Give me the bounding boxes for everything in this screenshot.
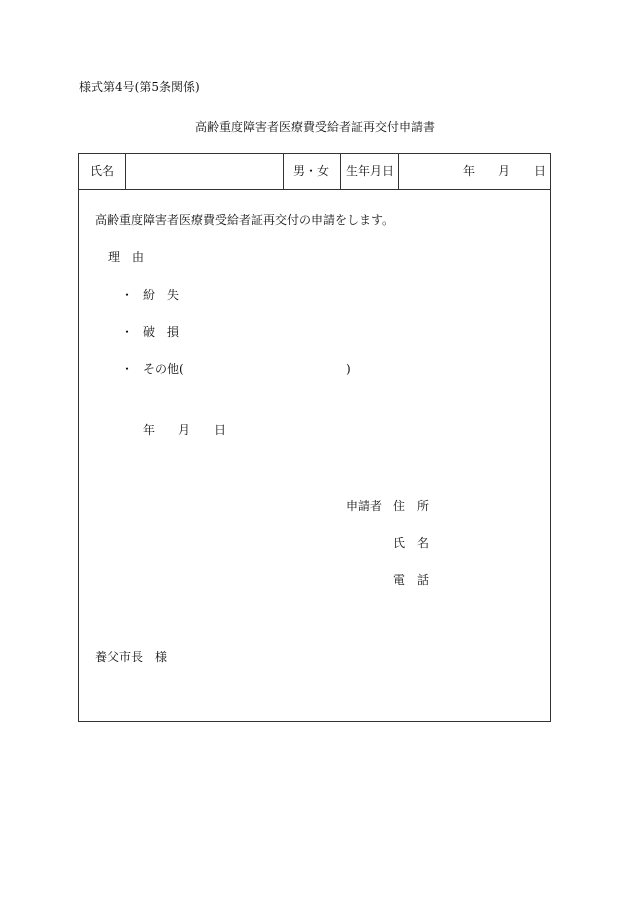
birth-year-unit: 年 xyxy=(463,164,476,178)
form-table xyxy=(78,153,551,722)
date-year-unit: 年 xyxy=(143,423,156,437)
applicant-phone-label: 電 話 xyxy=(393,573,430,587)
reason-bullet: ・ xyxy=(121,325,134,339)
date-day-unit: 日 xyxy=(214,423,227,437)
date-month-unit: 月 xyxy=(178,423,191,437)
statement: 高齢重度障害者医療費受給者証再交付の申請をします。 xyxy=(95,213,395,227)
birth-day-unit: 日 xyxy=(534,164,547,178)
column-divider xyxy=(398,153,399,189)
applicant-address-label: 住 所 xyxy=(393,499,430,513)
applicant-name-label: 氏 名 xyxy=(393,536,430,550)
form-number: 様式第4号(第5条関係) xyxy=(79,80,200,94)
reason-bullet: ・ xyxy=(121,288,134,302)
addressee: 養父市長 様 xyxy=(95,650,168,664)
reason-label: 理 由 xyxy=(108,250,145,264)
reason-bullet: ・ xyxy=(121,362,134,376)
reason-other[interactable]: その他( xyxy=(143,362,184,376)
form-title: 高齢重度障害者医療費受給者証再交付申請書 xyxy=(194,120,435,134)
column-divider xyxy=(125,153,126,189)
name-field[interactable] xyxy=(130,164,280,178)
row-divider xyxy=(78,189,550,190)
birthdate-label: 生年月日 xyxy=(346,164,395,178)
reason-lost[interactable]: 紛 失 xyxy=(143,288,180,302)
name-label: 氏名 xyxy=(90,164,115,178)
column-divider xyxy=(283,153,284,189)
reason-damaged[interactable]: 破 損 xyxy=(143,325,180,339)
column-divider xyxy=(340,153,341,189)
applicant-label: 申請者 xyxy=(346,499,383,513)
reason-other-close: ) xyxy=(346,362,351,376)
birth-month-unit: 月 xyxy=(498,164,511,178)
gender-options[interactable]: 男・女 xyxy=(293,164,330,178)
